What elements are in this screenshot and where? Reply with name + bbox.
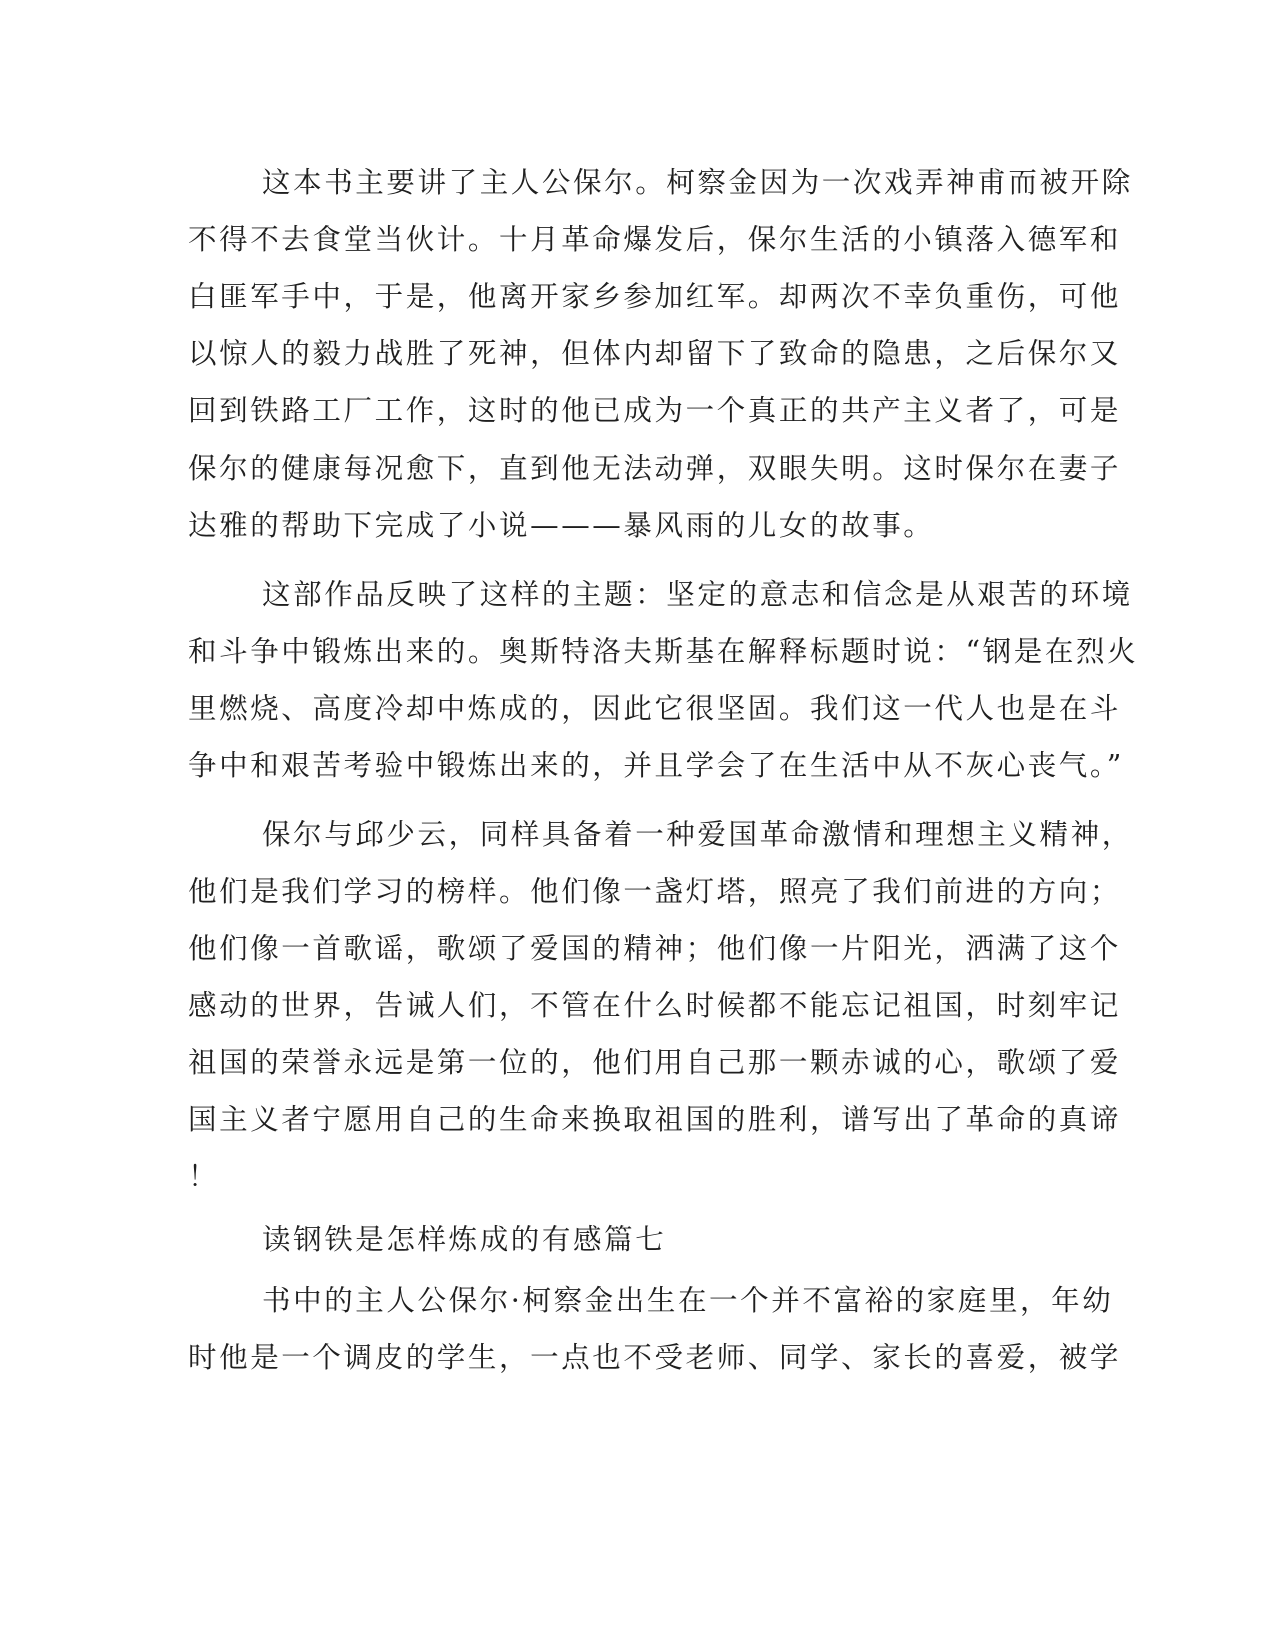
paragraph-1-line-1: 这本书主要讲了主人公保尔。柯察金因为一次戏弄神甫而被开除 bbox=[262, 166, 1133, 199]
paragraph-2-line-3: 里燃烧、高度冷却中炼成的，因此它很坚固。我们这一代人也是在斗 bbox=[188, 692, 1122, 725]
paragraph-3-line-7: ！ bbox=[188, 1160, 220, 1193]
paragraph-3-line-2: 他们是我们学习的榜样。他们像一盏灯塔，照亮了我们前进的方向； bbox=[188, 875, 1122, 908]
paragraph-2-line-2: 和斗争中锻炼出来的。奥斯特洛夫斯基在解释标题时说：“钢是在烈火 bbox=[188, 635, 1139, 668]
paragraph-3-line-1: 保尔与邱少云，同样具备着一种爱国革命激情和理想主义精神， bbox=[262, 818, 1133, 851]
paragraph-1-line-3: 白匪军手中，于是，他离开家乡参加红军。却两次不幸负重伤，可他 bbox=[188, 280, 1122, 313]
paragraph-2-line-4: 争中和艰苦考验中锻炼出来的，并且学会了在生活中从不灰心丧气。” bbox=[188, 749, 1124, 782]
paragraph-1-line-5: 回到铁路工厂工作，这时的他已成为一个真正的共产主义者了，可是 bbox=[188, 394, 1122, 427]
paragraph-3-line-6: 国主义者宁愿用自己的生命来换取祖国的胜利，谱写出了革命的真谛 bbox=[188, 1103, 1122, 1136]
paragraph-2-line-1: 这部作品反映了这样的主题：坚定的意志和信念是从艰苦的环境 bbox=[262, 578, 1133, 611]
paragraph-4-line-1: 书中的主人公保尔·柯察金出生在一个并不富裕的家庭里，年幼 bbox=[262, 1284, 1114, 1317]
paragraph-1-line-6: 保尔的健康每况愈下，直到他无法动弹，双眼失明。这时保尔在妻子 bbox=[188, 452, 1122, 485]
paragraph-4-line-2: 时他是一个调皮的学生，一点也不受老师、同学、家长的喜爱，被学 bbox=[188, 1341, 1122, 1374]
paragraph-1-line-2: 不得不去食堂当伙计。十月革命爆发后，保尔生活的小镇落入德军和 bbox=[188, 223, 1122, 256]
paragraph-1-line-4: 以惊人的毅力战胜了死神，但体内却留下了致命的隐患，之后保尔又 bbox=[188, 337, 1122, 370]
paragraph-3-line-4: 感动的世界，告诫人们，不管在什么时候都不能忘记祖国，时刻牢记 bbox=[188, 989, 1122, 1022]
paragraph-3-line-5: 祖国的荣誉永远是第一位的，他们用自己那一颗赤诚的心，歌颂了爱 bbox=[188, 1046, 1122, 1079]
section-heading: 读钢铁是怎样炼成的有感篇七 bbox=[262, 1223, 667, 1256]
paragraph-1-line-7: 达雅的帮助下完成了小说———暴风雨的儿女的故事。 bbox=[188, 509, 935, 542]
paragraph-3-line-3: 他们像一首歌谣，歌颂了爱国的精神；他们像一片阳光，洒满了这个 bbox=[188, 932, 1122, 965]
